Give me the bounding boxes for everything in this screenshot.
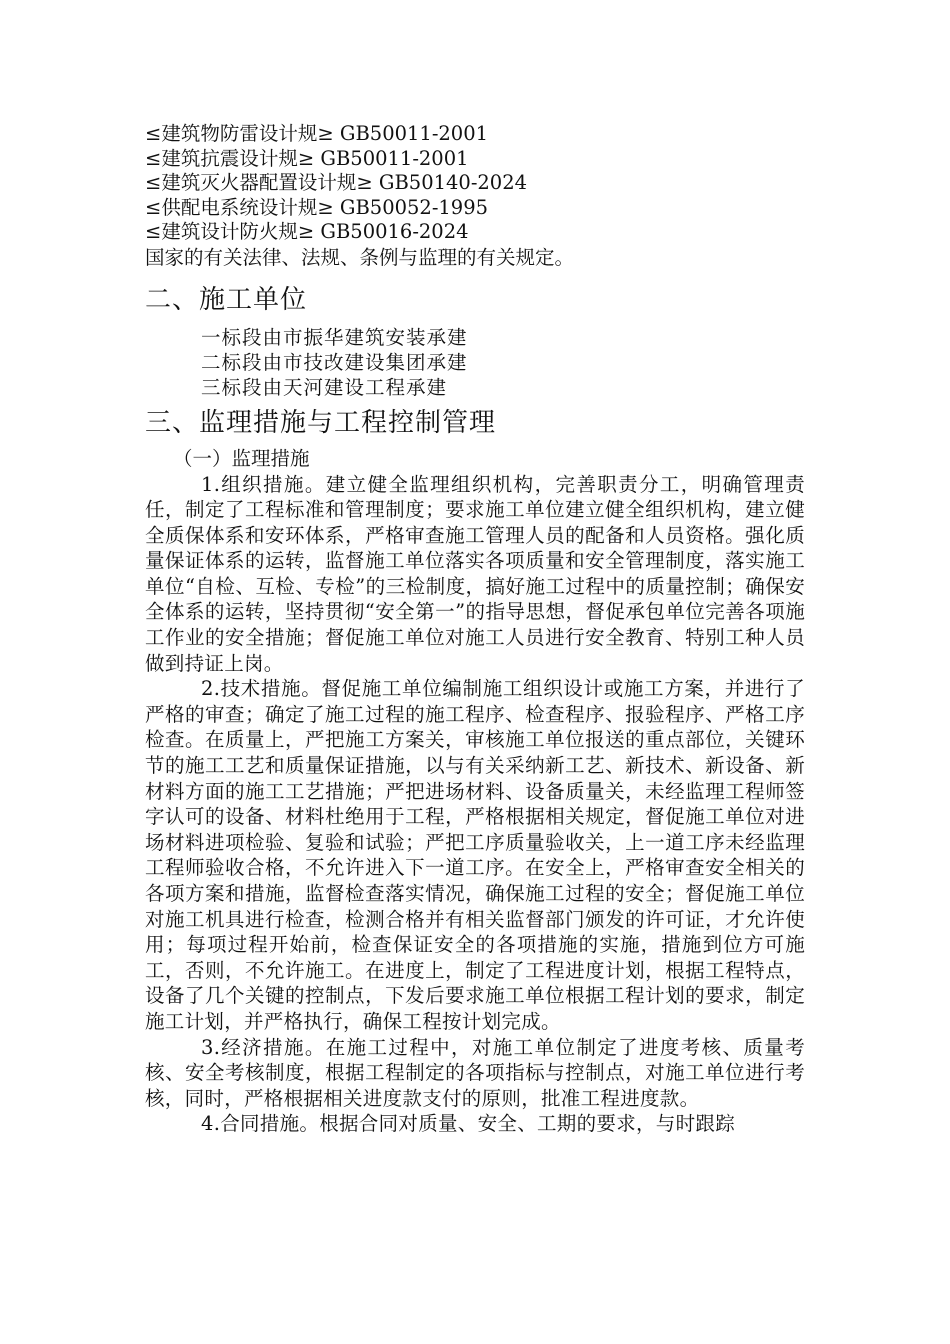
paragraph-organization: 1.组织措施。建立健全监理组织机构，完善职责分工，明确管理责任，制定了工程标准和管理制度；要求施工单位建立健全组织机构，建立健全质保体系和安环体系，严格审查施工管理人员的配备和人员资格。强化质量保证体系的运转，监督施工单位落实各项质量和安全管理制度，落实施工单位“自检、互检、专检”的三检制度，搞好施工过程中的质量控制；确保安全体系的运转，坚持贯彻“安全第一”的指导思想，督促承包单位完善各项施工作业的安全措施；督促施工单位对施工人员进行安全教育、特别工种人员做到持证上岗。	[145, 472, 805, 675]
paragraph-contract: 4.合同措施。根据合同对质量、安全、工期的要求，与时跟踪	[201, 1112, 736, 1136]
paragraph-economic: 3.经济措施。在施工过程中，对施工单位制定了进度考核、质量考核、安全考核制度，根据工程制定的各项指标与控制点，对施工单位进行考核，同时，严格根据相关进度款支付的原则，批准工程进度款。	[145, 1035, 805, 1110]
section-heading-supervision: 三、监理措施与工程控制管理	[145, 407, 497, 438]
section-heading-contractors: 二、施工单位	[145, 284, 308, 315]
subsection-heading: （一）监理措施	[173, 446, 310, 470]
standard-item: ≤建筑抗震设计规≥ GB50011-2001	[145, 146, 469, 170]
contractor-list	[145, 325, 805, 400]
laws-line: 国家的有关法律、法规、条例与监理的有关规定。	[145, 245, 575, 269]
paragraph-technical: 2.技术措施。督促施工单位编制施工组织设计或施工方案，并进行了严格的审查；确定了施工过程的施工程序、检查程序、报验程序、严格工序检查。在质量上，严把施工方案关，审核施工单位报送的重点部位，关键环节的施工工艺和质量保证措施，以与有关采纳新工艺、新技术、新设备、新材料方面的施工工艺措施；严把进场材料、设备质量关，未经监理工程师签字认可的设备、材料杜绝用于工程，严格根据相关规定，督促施工单位对进场材料进项检验、复验和试验；严把工序质量验收关，上一道工序未经监理工程师验收合格，不允许进入下一道工序。在安全上，严格审查安全相关的各项方案和措施，监督检查落实情况，确保施工过程的安全；督促施工单位对施工机具进行检查，检测合格并有相关监督部门颁发的许可证，才允许使用；每项过程开始前，检查保证安全的各项措施的实施，措施到位方可施工，否则，不允许施工。在进度上，制定了工程进度计划，根据工程特点，设备了几个关键的控制点，下发后要求施工单位根据工程计划的要求，制定施工计划，并严格执行，确保工程按计划完成。	[145, 677, 805, 1033]
standard-item: ≤建筑物防雷设计规≥ GB50011-2001	[145, 122, 489, 145]
contractor-item: 二标段由市技改建设集团承建	[201, 350, 468, 374]
standard-item: ≤建筑灭火器配置设计规≥ GB50140-2024	[145, 171, 528, 194]
standard-item: ≤建筑设计防火规≥ GB50016-2024	[145, 220, 469, 243]
contractor-item: 一标段由市振华建筑安装承建	[201, 325, 468, 349]
standard-item: ≤供配电系统设计规≥ GB50052-1995	[145, 195, 489, 219]
document-page	[145, 122, 805, 1137]
standards-list	[145, 122, 805, 245]
contractor-item: 三标段由天河建设工程承建	[201, 375, 448, 399]
